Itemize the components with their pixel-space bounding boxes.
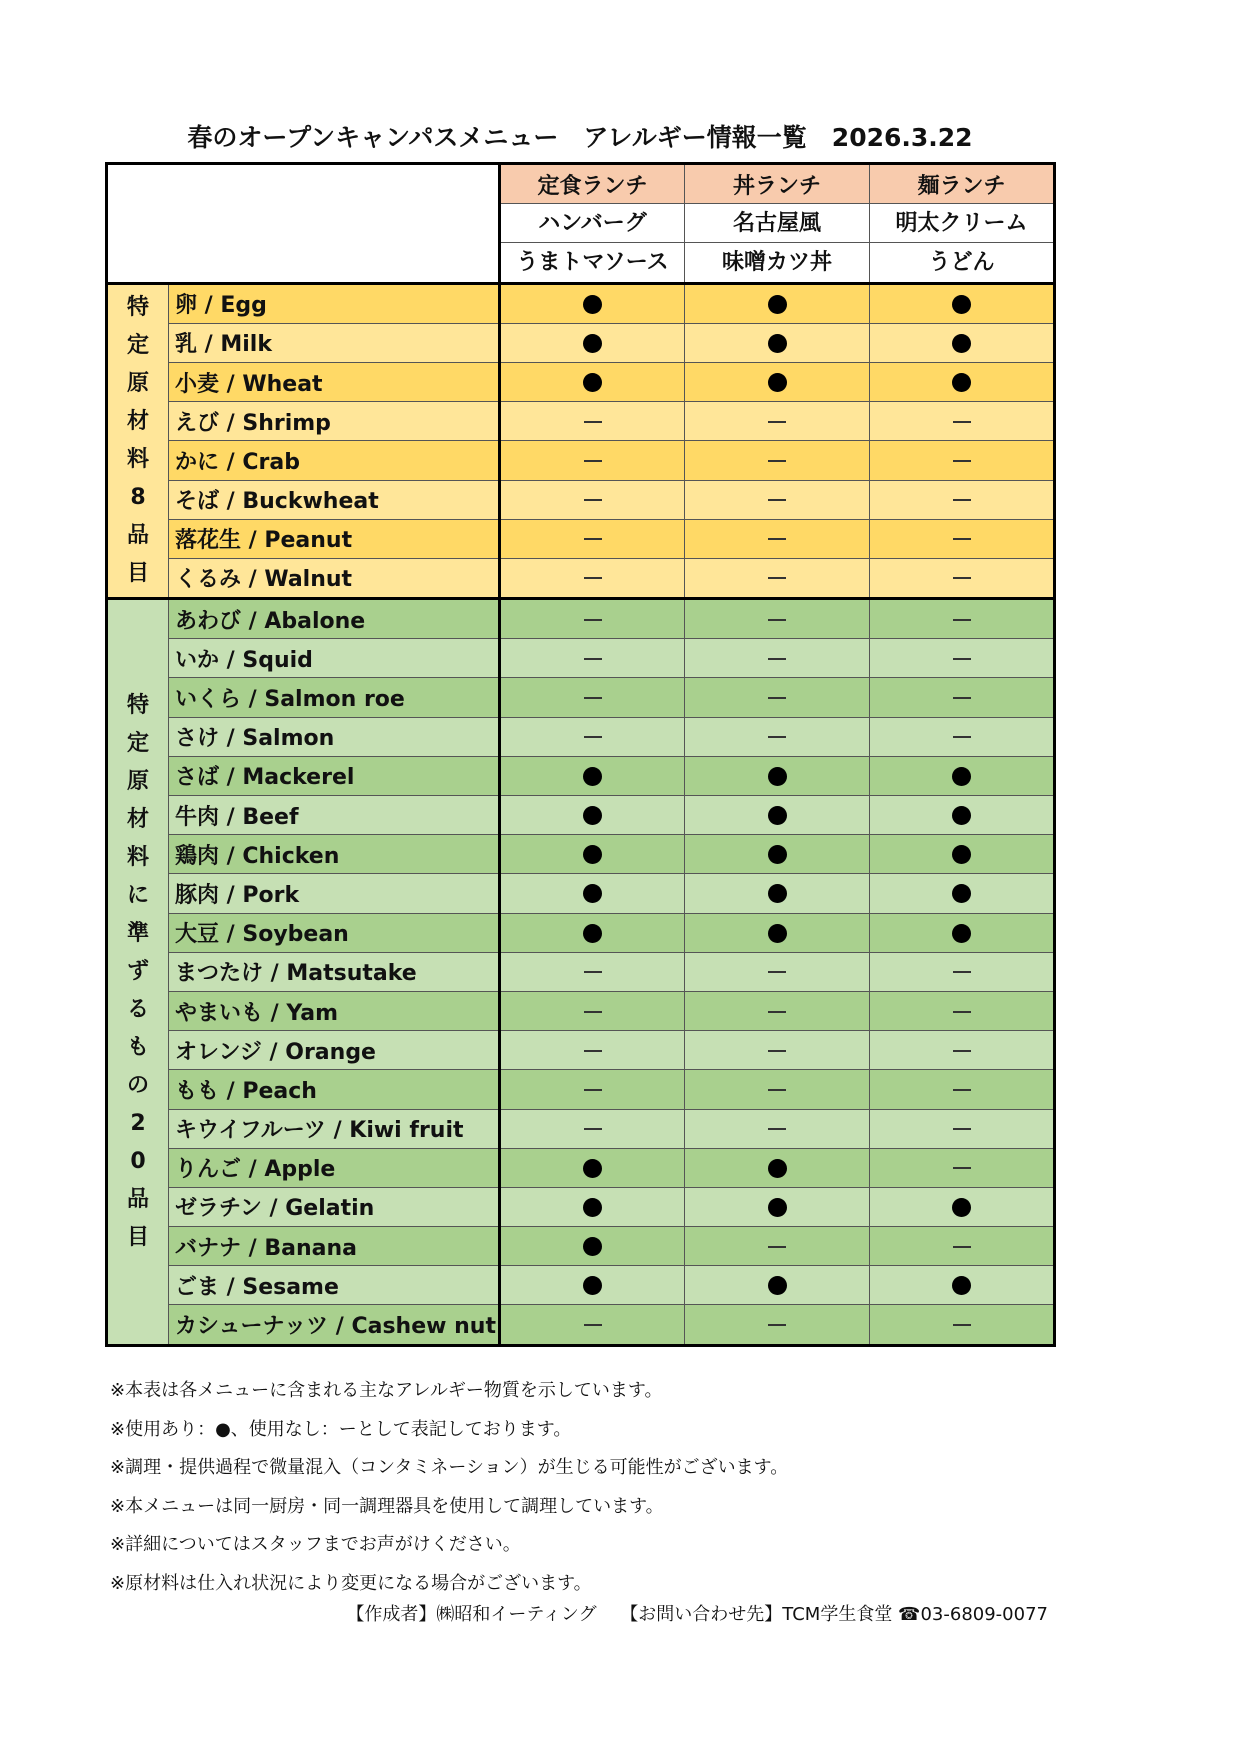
used-dot-icon: [583, 334, 602, 353]
category-char: 料: [126, 446, 149, 472]
not-used-dash-icon: [768, 1089, 786, 1091]
allergen-row: [107, 1031, 1055, 1070]
allergen-mark: [500, 756, 685, 795]
allergen-mark: [500, 480, 685, 519]
not-used-dash-icon: [768, 499, 786, 501]
not-used-dash-icon: [584, 1011, 602, 1013]
allergen-mark: [870, 1305, 1055, 1345]
allergen-mark: [870, 717, 1055, 756]
allergen-mark: [500, 519, 685, 558]
allergen-name: いくら / Salmon roe: [169, 678, 500, 717]
allergen-mark: [870, 599, 1055, 639]
allergen-mark: [870, 558, 1055, 598]
category-char: る: [126, 996, 149, 1022]
not-used-dash-icon: [953, 619, 971, 621]
not-used-dash-icon: [584, 1128, 602, 1130]
used-dot-icon: [768, 884, 787, 903]
not-used-dash-icon: [953, 697, 971, 699]
allergen-mark: [685, 519, 870, 558]
allergen-row: [107, 1148, 1055, 1187]
allergen-mark: [500, 1109, 685, 1148]
notes-section: [110, 1372, 788, 1603]
category-char: 特: [126, 294, 149, 320]
allergen-mark: [870, 1227, 1055, 1266]
category-char: 0: [130, 1148, 146, 1174]
allergen-mark: [500, 1187, 685, 1226]
allergen-mark: [685, 283, 870, 323]
allergen-mark: [870, 283, 1055, 323]
used-dot-icon: [768, 845, 787, 864]
allergen-mark: [500, 796, 685, 835]
allergen-mark: [500, 1070, 685, 1109]
allergen-name: カシューナッツ / Cashew nut: [169, 1305, 500, 1345]
allergen-name: かに / Crab: [169, 441, 500, 480]
category-char: に: [126, 882, 149, 908]
allergen-mark: [685, 1227, 870, 1266]
allergen-mark: [500, 913, 685, 952]
not-used-dash-icon: [768, 736, 786, 738]
allergen-name: まつたけ / Matsutake: [169, 952, 500, 991]
not-used-dash-icon: [768, 1324, 786, 1326]
allergen-mark: [870, 1148, 1055, 1187]
used-dot-icon: [583, 1276, 602, 1295]
not-used-dash-icon: [584, 577, 602, 579]
not-used-dash-icon: [953, 1011, 971, 1013]
used-dot-icon: [583, 924, 602, 943]
not-used-dash-icon: [768, 1011, 786, 1013]
dish-name-teishoku-line2: うまトマソース: [500, 243, 685, 283]
not-used-dash-icon: [768, 619, 786, 621]
allergen-mark: [685, 756, 870, 795]
allergen-name: 落花生 / Peanut: [169, 519, 500, 558]
not-used-dash-icon: [768, 538, 786, 540]
allergen-mark: [685, 1305, 870, 1345]
menu-category-teishoku: 定食ランチ: [500, 164, 685, 204]
allergen-mark: [685, 599, 870, 639]
allergen-row: [107, 519, 1055, 558]
not-used-dash-icon: [953, 971, 971, 973]
note-line: ※調理・提供過程で微量混入（コンタミネーション）が生じる可能性がございます。: [110, 1457, 789, 1478]
used-dot-icon: [952, 1276, 971, 1295]
not-used-dash-icon: [584, 1050, 602, 1052]
allergen-mark: [685, 1187, 870, 1226]
allergen-mark: [500, 1305, 685, 1345]
not-used-dash-icon: [584, 421, 602, 423]
category-label-equivalent-20: [107, 599, 169, 1346]
category-char: の: [126, 1072, 149, 1098]
not-used-dash-icon: [953, 460, 971, 462]
allergen-name: 豚肉 / Pork: [169, 874, 500, 913]
note-line: ※本表は各メニューに含まれる主なアレルギー物質を示しています。: [110, 1380, 663, 1401]
used-dot-icon: [952, 924, 971, 943]
not-used-dash-icon: [584, 460, 602, 462]
used-dot-icon: [952, 373, 971, 392]
category-char: 品: [126, 522, 149, 548]
allergen-row: [107, 480, 1055, 519]
allergen-mark: [870, 991, 1055, 1030]
allergen-name: オレンジ / Orange: [169, 1031, 500, 1070]
allergen-mark: [685, 362, 870, 401]
used-dot-icon: [768, 924, 787, 943]
used-dot-icon: [768, 373, 787, 392]
category-char: 準: [126, 920, 149, 946]
allergen-name: 鶏肉 / Chicken: [169, 835, 500, 874]
allergen-mark: [685, 1148, 870, 1187]
allergen-mark: [500, 362, 685, 401]
dish-name-men-line2: うどん: [870, 243, 1055, 283]
menu-category-row: [107, 164, 1055, 204]
allergen-mark: [870, 519, 1055, 558]
allergen-mark: [500, 717, 685, 756]
allergen-row: [107, 1227, 1055, 1266]
not-used-dash-icon: [953, 1167, 971, 1169]
allergen-mark: [500, 874, 685, 913]
allergen-name: 小麦 / Wheat: [169, 362, 500, 401]
allergen-row: [107, 323, 1055, 362]
category-char: ず: [126, 958, 149, 984]
not-used-dash-icon: [953, 736, 971, 738]
category-char: 原: [126, 768, 149, 794]
allergen-mark: [870, 1070, 1055, 1109]
not-used-dash-icon: [584, 619, 602, 621]
allergen-mark: [685, 323, 870, 362]
allergen-mark: [685, 678, 870, 717]
allergen-row: [107, 952, 1055, 991]
allergen-name: そば / Buckwheat: [169, 480, 500, 519]
allergen-row: [107, 1305, 1055, 1345]
allergen-name: 牛肉 / Beef: [169, 796, 500, 835]
used-dot-icon: [952, 884, 971, 903]
not-used-dash-icon: [953, 499, 971, 501]
used-dot-icon: [952, 845, 971, 864]
allergen-mark: [500, 835, 685, 874]
not-used-dash-icon: [953, 1324, 971, 1326]
used-dot-icon: [952, 767, 971, 786]
dish-name-teishoku-line1: ハンバーグ: [500, 204, 685, 243]
used-dot-icon: [583, 1159, 602, 1178]
allergen-mark: [870, 796, 1055, 835]
used-dot-icon: [583, 295, 602, 314]
allergen-name: 大豆 / Soybean: [169, 913, 500, 952]
not-used-dash-icon: [953, 421, 971, 423]
allergen-mark: [870, 480, 1055, 519]
allergen-mark: [685, 480, 870, 519]
category-char: 特: [126, 692, 149, 718]
allergen-name: さけ / Salmon: [169, 717, 500, 756]
allergen-name: さば / Mackerel: [169, 756, 500, 795]
not-used-dash-icon: [953, 658, 971, 660]
allergen-mark: [870, 402, 1055, 441]
not-used-dash-icon: [953, 577, 971, 579]
allergen-mark: [685, 1109, 870, 1148]
allergen-mark: [870, 678, 1055, 717]
category-char: 目: [126, 1224, 149, 1250]
not-used-dash-icon: [584, 971, 602, 973]
allergen-mark: [685, 1266, 870, 1305]
allergen-row: [107, 756, 1055, 795]
allergen-row: [107, 796, 1055, 835]
category-char: 材: [126, 408, 149, 434]
not-used-dash-icon: [584, 1089, 602, 1091]
allergen-mark: [870, 639, 1055, 678]
used-dot-icon: [952, 295, 971, 314]
allergen-name: バナナ / Banana: [169, 1227, 500, 1266]
allergen-mark: [870, 362, 1055, 401]
category-char: 原: [126, 370, 149, 396]
not-used-dash-icon: [953, 1050, 971, 1052]
not-used-dash-icon: [584, 499, 602, 501]
not-used-dash-icon: [953, 1128, 971, 1130]
not-used-dash-icon: [768, 1128, 786, 1130]
category-char: 定: [126, 730, 149, 756]
allergen-mark: [870, 1266, 1055, 1305]
allergen-mark: [870, 835, 1055, 874]
allergen-row: [107, 599, 1055, 639]
allergen-mark: [685, 402, 870, 441]
dish-name-men-line1: 明太クリーム: [870, 204, 1055, 243]
allergen-mark: [685, 796, 870, 835]
not-used-dash-icon: [584, 736, 602, 738]
category-label-designated-8: [107, 283, 169, 599]
not-used-dash-icon: [768, 1246, 786, 1248]
allergen-mark: [870, 1109, 1055, 1148]
menu-category-don: 丼ランチ: [685, 164, 870, 204]
allergen-mark: [500, 1148, 685, 1187]
dish-name-don-line2: 味噌カツ丼: [685, 243, 870, 283]
used-dot-icon: [952, 1198, 971, 1217]
category-char: 目: [126, 560, 149, 586]
allergen-row: [107, 283, 1055, 323]
allergen-mark: [685, 913, 870, 952]
allergen-mark: [870, 952, 1055, 991]
allergen-name: あわび / Abalone: [169, 599, 500, 639]
allergen-name: キウイフルーツ / Kiwi fruit: [169, 1109, 500, 1148]
note-line: ※使用あり：●、使用なし：ーとして表記しております。: [110, 1418, 572, 1440]
allergen-mark: [500, 441, 685, 480]
not-used-dash-icon: [584, 697, 602, 699]
not-used-dash-icon: [768, 1050, 786, 1052]
not-used-dash-icon: [584, 538, 602, 540]
allergen-row: [107, 874, 1055, 913]
allergen-row: [107, 402, 1055, 441]
allergen-mark: [500, 678, 685, 717]
category-char: 定: [126, 332, 149, 358]
used-dot-icon: [583, 1237, 602, 1256]
not-used-dash-icon: [953, 1089, 971, 1091]
allergen-row: [107, 1187, 1055, 1226]
allergen-mark: [500, 402, 685, 441]
category-char: 料: [126, 844, 149, 870]
allergen-row: [107, 1266, 1055, 1305]
allergen-name: 卵 / Egg: [169, 283, 500, 323]
allergen-name: えび / Shrimp: [169, 402, 500, 441]
allergen-mark: [870, 441, 1055, 480]
allergen-mark: [685, 1031, 870, 1070]
category-char: 材: [126, 806, 149, 832]
allergen-mark: [685, 952, 870, 991]
allergen-mark: [870, 874, 1055, 913]
used-dot-icon: [768, 1198, 787, 1217]
allergen-row: [107, 639, 1055, 678]
used-dot-icon: [768, 806, 787, 825]
allergen-mark: [500, 991, 685, 1030]
used-dot-icon: [583, 373, 602, 392]
not-used-dash-icon: [584, 658, 602, 660]
not-used-dash-icon: [953, 538, 971, 540]
allergen-mark: [500, 1031, 685, 1070]
used-dot-icon: [768, 1276, 787, 1295]
not-used-dash-icon: [768, 460, 786, 462]
not-used-dash-icon: [584, 1324, 602, 1326]
allergen-row: [107, 441, 1055, 480]
footer-contact: 【作成者】㈱昭和イーティング 【お問い合わせ先】TCM学生食堂 ☎03-6809-0077: [346, 1604, 1048, 1625]
allergen-row: [107, 558, 1055, 598]
allergen-row: [107, 913, 1055, 952]
allergen-mark: [500, 558, 685, 598]
allergen-name: 乳 / Milk: [169, 323, 500, 362]
allergen-mark: [685, 717, 870, 756]
note-line: ※詳細についてはスタッフまでお声がけください。: [110, 1534, 521, 1555]
used-dot-icon: [768, 767, 787, 786]
allergen-name: りんご / Apple: [169, 1148, 500, 1187]
category-char: も: [126, 1034, 149, 1060]
allergen-row: [107, 991, 1055, 1030]
allergen-mark: [685, 835, 870, 874]
not-used-dash-icon: [768, 971, 786, 973]
menu-category-men: 麺ランチ: [870, 164, 1055, 204]
allergen-mark: [685, 558, 870, 598]
allergen-mark: [500, 1227, 685, 1266]
allergen-mark: [685, 639, 870, 678]
allergen-name: ゼラチン / Gelatin: [169, 1187, 500, 1226]
allergen-mark: [870, 323, 1055, 362]
used-dot-icon: [583, 845, 602, 864]
category-char: 2: [130, 1110, 146, 1136]
used-dot-icon: [583, 1198, 602, 1217]
category-char: 品: [126, 1186, 149, 1212]
used-dot-icon: [768, 334, 787, 353]
allergen-name: いか / Squid: [169, 639, 500, 678]
used-dot-icon: [583, 767, 602, 786]
allergen-name: くるみ / Walnut: [169, 558, 500, 598]
allergen-mark: [870, 1031, 1055, 1070]
allergen-row: [107, 362, 1055, 401]
allergen-row: [107, 678, 1055, 717]
category-char: 8: [130, 484, 146, 510]
allergen-row: [107, 835, 1055, 874]
not-used-dash-icon: [768, 577, 786, 579]
used-dot-icon: [583, 884, 602, 903]
used-dot-icon: [583, 806, 602, 825]
allergen-mark: [500, 599, 685, 639]
allergen-mark: [500, 952, 685, 991]
not-used-dash-icon: [953, 1246, 971, 1248]
allergen-mark: [685, 874, 870, 913]
allergen-mark: [870, 913, 1055, 952]
note-line: ※本メニューは同一厨房・同一調理器具を使用して調理しています。: [110, 1495, 664, 1517]
allergen-row: [107, 717, 1055, 756]
allergen-name: もも / Peach: [169, 1070, 500, 1109]
allergen-name: やまいも / Yam: [169, 991, 500, 1030]
allergen-mark: [685, 991, 870, 1030]
used-dot-icon: [952, 806, 971, 825]
corner-blank-cell: [107, 164, 500, 284]
allergen-row: [107, 1070, 1055, 1109]
allergen-table: [105, 162, 1056, 1347]
used-dot-icon: [768, 1159, 787, 1178]
allergen-mark: [870, 756, 1055, 795]
allergen-mark: [500, 323, 685, 362]
dish-name-don-line1: 名古屋風: [685, 204, 870, 243]
allergen-mark: [500, 283, 685, 323]
used-dot-icon: [952, 334, 971, 353]
allergen-mark: [500, 1266, 685, 1305]
allergen-name: ごま / Sesame: [169, 1266, 500, 1305]
not-used-dash-icon: [768, 658, 786, 660]
not-used-dash-icon: [768, 697, 786, 699]
allergen-row: [107, 1109, 1055, 1148]
not-used-dash-icon: [768, 421, 786, 423]
allergen-mark: [685, 441, 870, 480]
note-line: ※原材料は仕入れ状況により変更になる場合がございます。: [110, 1572, 592, 1594]
allergen-mark: [870, 1187, 1055, 1226]
allergen-mark: [685, 1070, 870, 1109]
allergen-mark: [500, 639, 685, 678]
page-title: 春のオープンキャンパスメニュー アレルギー情報一覧 2026.3.22: [187, 123, 973, 152]
used-dot-icon: [768, 295, 787, 314]
